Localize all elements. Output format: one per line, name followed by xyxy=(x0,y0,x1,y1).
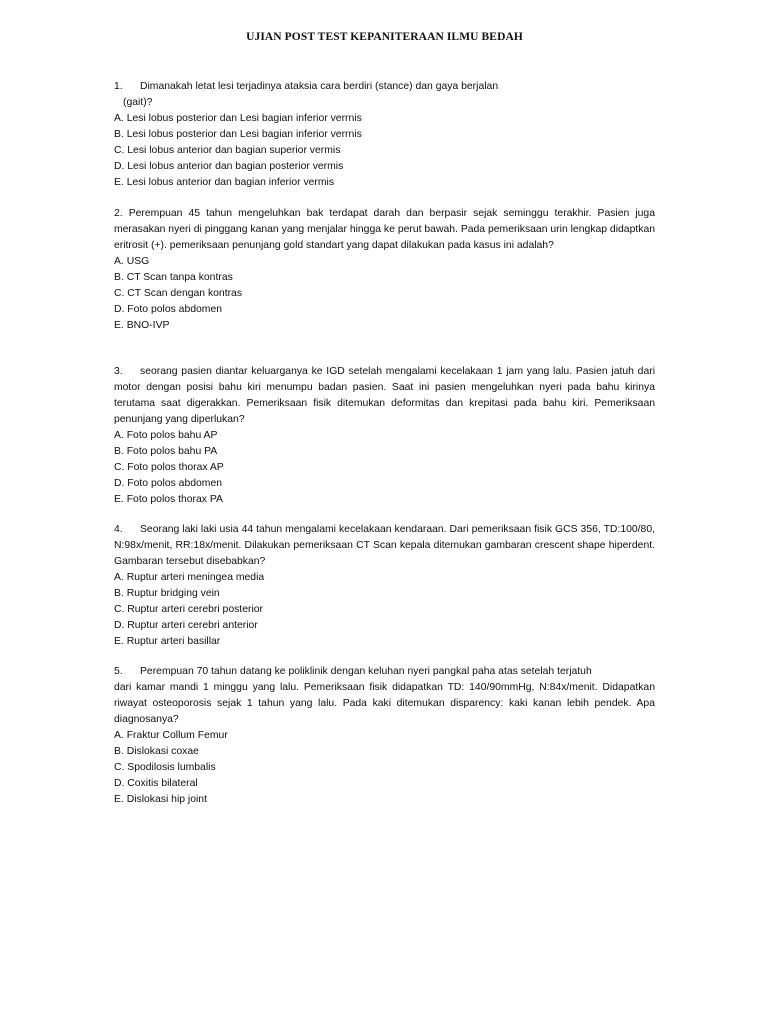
answer-option-e: E. Dislokasi hip joint xyxy=(114,794,207,805)
question-stem-continuation: dari kamar mandi 1 minggu yang lalu. Pemeriksaan fisik didapatkan TD: 140/90mmHg, N:84x/menit. Didapatkan riwayat osteoporosis sejak 1 tahun yang lalu. Pada kaki ditemukan disparency: kaki kanan lebih pendek. Apa diagnosanya? xyxy=(114,682,655,725)
answer-option-c: C. Spodilosis lumbalis xyxy=(114,762,216,773)
answer-option-b: B. Dislokasi coxae xyxy=(114,746,199,757)
answer-option-e: E. Foto polos thorax PA xyxy=(114,494,223,505)
question-stem xyxy=(114,664,655,680)
answer-option-c: C. Ruptur arteri cerebri posterior xyxy=(114,604,263,615)
question-stem xyxy=(114,522,655,570)
answer-option-a: A. Fraktur Collum Femur xyxy=(114,730,228,741)
document-page xyxy=(114,0,655,1024)
answer-option-e: E. Lesi lobus anterior dan bagian inferior vermis xyxy=(114,177,335,188)
answer-option-b: B. Ruptur bridging vein xyxy=(114,588,220,599)
answer-option-a: A. Ruptur arteri meningea media xyxy=(114,572,265,583)
question-stem-text: Perempuan 45 tahun mengeluhkan bak terdapat darah dan berpasir sejak seminggu terakhir. Pasien juga merasakan nyeri di pinggang kanan yang menjalar hingga ke perut bawah. Pada pemeriksaan urin lengkap didaptkan eritrosit (+). pemeriksaan penunjang gold standart yang dapat dilakukan pada kasus ini adalah? xyxy=(114,208,655,251)
question-number: 3. xyxy=(114,366,123,377)
answer-option-d: D. Ruptur arteri cerebri anterior xyxy=(114,620,258,631)
answer-option-c: C. Lesi lobus anterior dan bagian superior vermis xyxy=(114,145,341,156)
question-2 xyxy=(114,206,655,334)
question-stem xyxy=(114,206,655,254)
answer-option-d: D. Foto polos abdomen xyxy=(114,304,223,315)
question-3 xyxy=(114,364,655,508)
answer-option-c: C. Foto polos thorax AP xyxy=(114,462,224,473)
question-stem-first-line: Perempuan 70 tahun datang ke poliklinik dengan keluhan nyeri pangkal paha atas setelah terjatuh xyxy=(140,666,592,677)
answer-option-e: E. Ruptur arteri basillar xyxy=(114,636,221,647)
question-stem-line: Dimanakah letat lesi terjadinya ataksia cara berdiri (stance) dan gaya berjalan xyxy=(140,81,499,92)
answer-option-d: D. Coxitis bilateral xyxy=(114,778,198,789)
answer-option-b: B. Foto polos bahu PA xyxy=(114,446,218,457)
question-stem-continuation: (gait)? xyxy=(123,97,153,108)
question-number: 4. xyxy=(114,524,123,535)
answer-option-d: D. Lesi lobus anterior dan bagian posterior vermis xyxy=(114,161,344,172)
answer-option-a: A. Foto polos bahu AP xyxy=(114,430,218,441)
question-stem xyxy=(114,79,655,95)
question-number: 1. xyxy=(114,81,123,92)
question-stem-text: Seorang laki laki usia 44 tahun mengalami kecelakaan kendaraan. Dari pemeriksaan fisik GCS 356, TD:100/80, N:98x/menit, RR:18x/menit. Dilakukan pemeriksaan CT Scan kepala ditemukan gambaran crescent shape hiperdent. Gambaran tersebut disebabkan? xyxy=(114,524,655,567)
question-4 xyxy=(114,522,655,650)
document-title: UJIAN POST TEST KEPANITERAAN ILMU BEDAH xyxy=(246,31,523,43)
answer-option-b: B. Lesi lobus posterior dan Lesi bagian inferior verrnis xyxy=(114,129,362,140)
answer-option-d: D. Foto polos abdomen xyxy=(114,478,223,489)
answer-option-a: A. USG xyxy=(114,256,150,267)
answer-option-b: B. CT Scan tanpa kontras xyxy=(114,272,233,283)
question-number: 2. xyxy=(114,208,123,219)
question-5 xyxy=(114,664,655,808)
answer-option-e: E. BNO-IVP xyxy=(114,320,170,331)
answer-option-a: A. Lesi lobus posterior dan Lesi bagian inferior verrnis xyxy=(114,113,362,124)
question-1 xyxy=(114,79,655,191)
question-stem-text: seorang pasien diantar keluarganya ke IGD setelah mengalami kecelakaan 1 jam yang lalu. Pasien jatuh dari motor dengan posisi bahu kiri menumpu badan pasien. Saat ini pasien mengeluhkan nyeri pada bahu kirinya terutama saat digerakkan. Pemeriksaan fisik ditemukan deformitas dan krepitasi pada bahu kiri. Pemeriksaan penunjang yang diperlukan? xyxy=(114,366,655,425)
answer-option-c: C. CT Scan dengan kontras xyxy=(114,288,243,299)
question-number: 5. xyxy=(114,666,123,677)
question-stem xyxy=(114,364,655,428)
